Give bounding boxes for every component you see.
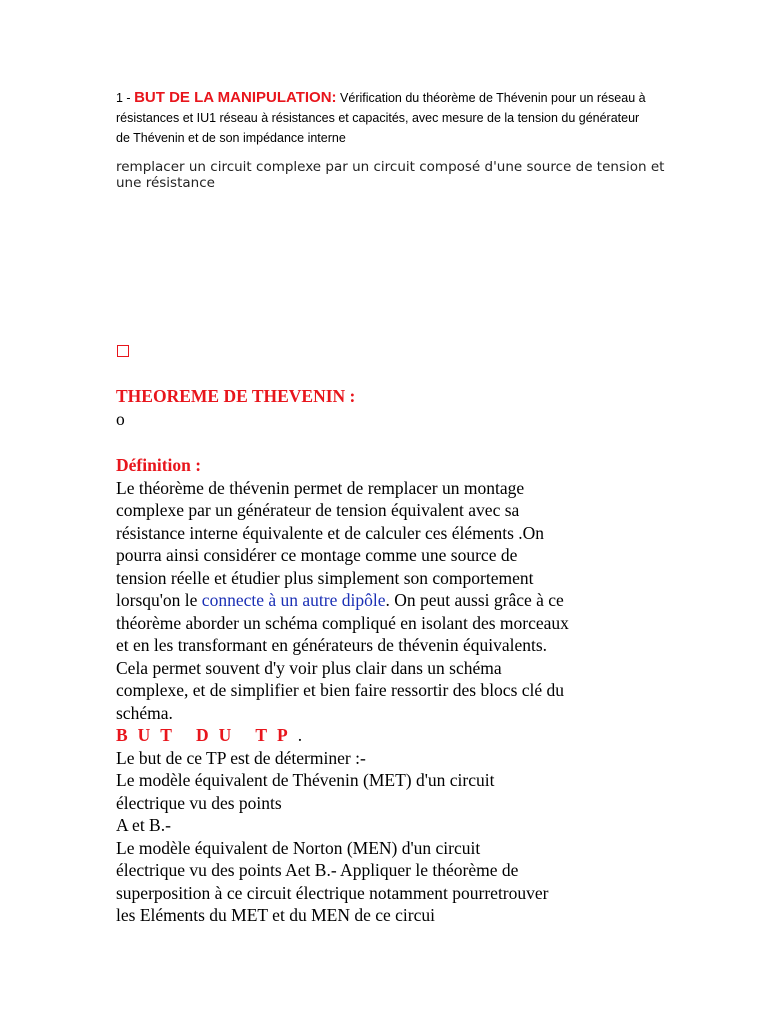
but-tp-title: BUT DU TP (116, 725, 298, 745)
but-tp-line: électrique vu des points (116, 792, 282, 813)
definition-text: lorsqu'on le (116, 590, 202, 610)
missing-glyph-box-icon (117, 345, 129, 357)
definition-line: Cela permet souvent d'y voir plus clair dans un schéma (116, 657, 502, 678)
summary-paragraph: remplacer un circuit complexe par un circuit composé d'une source de tension et une résistance (116, 159, 665, 191)
section-number: 1 - (116, 91, 131, 105)
definition-line: complexe, et de simplifier et bien faire ressortir des blocs clé du (116, 680, 565, 700)
definition-line: Le théorème de thévenin permet de remplacer un montage (116, 477, 525, 498)
definition-title: Définition : (116, 455, 202, 475)
but-tp-line: Le modèle équivalent de Norton (MEN) d'un circuit (116, 837, 481, 858)
but-tp-line: superposition à ce circuit électrique notamment pourretrouver (116, 882, 549, 903)
but-tp-title-line (116, 724, 676, 747)
definition-line: pourra ainsi considérer ce montage comme une source de (116, 545, 518, 565)
definition-line: théorème aborder un schéma compliqué en isolant des morceaux (116, 612, 569, 633)
objective-heading: BUT DE LA MANIPULATION: (134, 89, 337, 106)
objective-text: Vérification du théorème de Thévenin pour un réseau à résistances et IU1 réseau à résistances et capacités, avec mesure de la tension du générateur de Thévenin et de son impédance interne (116, 91, 646, 145)
theory-section (116, 385, 676, 927)
objective-paragraph (116, 88, 656, 148)
definition-line: résistance interne équivalente et de calculer ces éléments .On (116, 522, 545, 543)
but-tp-dot: . (297, 725, 303, 745)
bullet-glyph: o (116, 408, 125, 429)
definition-line: et en les transformant en générateurs de thévenin équivalents. (116, 635, 548, 655)
definition-line: complexe par un générateur de tension équivalent avec sa (116, 500, 520, 520)
but-tp-line: Le modèle équivalent de Thévenin (MET) d'un circuit (116, 770, 495, 790)
dipole-link[interactable]: connecte à un autre dipôle (201, 590, 386, 610)
definition-text: . On peut aussi grâce à ce (385, 590, 564, 610)
but-tp-line: les Eléments du MET et du MEN de ce circui (116, 905, 435, 925)
but-tp-line: A et B.- (116, 815, 171, 835)
spacer (116, 430, 676, 454)
definition-line-with-link (116, 589, 676, 612)
but-tp-line: électrique vu des points Aet B.- Appliquer le théorème de (116, 860, 519, 880)
definition-line: tension réelle et étudier plus simplement son comportement (116, 567, 534, 588)
theorem-title: THEOREME DE THEVENIN : (116, 386, 356, 406)
definition-line: schéma. (116, 702, 173, 723)
but-tp-line: Le but de ce TP est de déterminer :- (116, 747, 366, 768)
